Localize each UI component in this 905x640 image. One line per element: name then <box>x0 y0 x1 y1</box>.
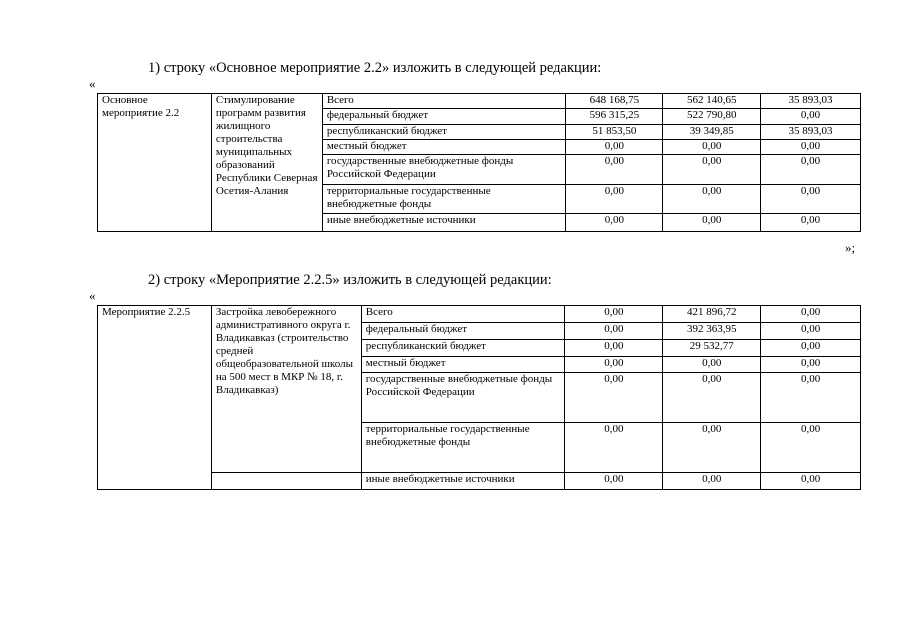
event-name-cell: Основное мероприятие 2.2 <box>98 94 212 232</box>
value-cell: 0,00 <box>565 340 663 357</box>
value-cell: 51 853,50 <box>566 125 663 140</box>
section1-close-quote: »; <box>845 240 856 255</box>
source-label: местный бюджет <box>361 357 565 373</box>
value-cell: 0,00 <box>663 373 761 423</box>
value-cell: 29 532,77 <box>663 340 761 357</box>
source-label: федеральный бюджет <box>361 323 565 340</box>
section1-table <box>97 93 861 232</box>
source-label: федеральный бюджет <box>322 109 566 125</box>
value-cell: 0,00 <box>566 140 663 155</box>
value-cell: 522 790,80 <box>663 109 761 125</box>
event-description-cell: Застройка левобережного административного округа г. Владикавказ (строительство средней общеобразовательной школы на 500 мест в МКР № 18, г. Владикавказ) <box>211 306 361 473</box>
source-label: государственные внебюджетные фонды Российской Федерации <box>322 155 566 185</box>
value-cell: 0,00 <box>761 109 861 125</box>
value-cell: 0,00 <box>761 373 861 423</box>
value-cell: 0,00 <box>663 357 761 373</box>
value-cell: 0,00 <box>565 357 663 373</box>
value-cell: 562 140,65 <box>663 94 761 109</box>
value-cell: 0,00 <box>663 155 761 185</box>
table-row <box>98 473 861 490</box>
source-label: Всего <box>322 94 566 109</box>
value-cell: 0,00 <box>761 473 861 490</box>
value-cell: 0,00 <box>761 323 861 340</box>
value-cell: 0,00 <box>761 185 861 214</box>
value-cell: 0,00 <box>761 340 861 357</box>
value-cell: 0,00 <box>761 306 861 323</box>
value-cell: 0,00 <box>663 140 761 155</box>
value-cell: 0,00 <box>565 323 663 340</box>
source-label: иные внебюджетные источники <box>322 214 566 232</box>
empty-cell <box>211 473 361 490</box>
source-label: республиканский бюджет <box>361 340 565 357</box>
value-cell: 0,00 <box>566 214 663 232</box>
value-cell: 35 893,03 <box>761 125 861 140</box>
source-label: Всего <box>361 306 565 323</box>
source-label: территориальные государственные внебюджетные фонды <box>322 185 566 214</box>
value-cell: 35 893,03 <box>761 94 861 109</box>
value-cell: 0,00 <box>565 373 663 423</box>
table-row <box>98 306 861 323</box>
source-label: государственные внебюджетные фонды Российской Федерации <box>361 373 565 423</box>
value-cell: 0,00 <box>761 214 861 232</box>
value-cell: 0,00 <box>761 155 861 185</box>
value-cell: 0,00 <box>663 423 761 473</box>
value-cell: 0,00 <box>566 185 663 214</box>
source-label: территориальные государственные внебюджетные фонды <box>361 423 565 473</box>
value-cell: 0,00 <box>761 140 861 155</box>
value-cell: 0,00 <box>761 357 861 373</box>
value-cell: 39 349,85 <box>663 125 761 140</box>
value-cell: 0,00 <box>566 155 663 185</box>
value-cell: 0,00 <box>565 473 663 490</box>
section2-table <box>97 305 861 490</box>
section2-open-quote: « <box>89 288 96 303</box>
section2-heading: 2) строку «Мероприятие 2.2.5» изложить в следующей редакции: <box>148 272 552 288</box>
source-label: республиканский бюджет <box>322 125 566 140</box>
value-cell: 392 363,95 <box>663 323 761 340</box>
value-cell: 596 315,25 <box>566 109 663 125</box>
event-description-cell: Стимулирование программ развития жилищного строительства муниципальных образований Республики Северная Осетия-Алания <box>211 94 322 232</box>
event-name-cell: Мероприятие 2.2.5 <box>98 306 212 490</box>
value-cell: 648 168,75 <box>566 94 663 109</box>
source-label: иные внебюджетные источники <box>361 473 565 490</box>
section1-open-quote: « <box>89 76 96 91</box>
value-cell: 0,00 <box>663 185 761 214</box>
value-cell: 0,00 <box>761 423 861 473</box>
value-cell: 0,00 <box>663 473 761 490</box>
section1-heading: 1) строку «Основное мероприятие 2.2» изложить в следующей редакции: <box>148 60 602 76</box>
value-cell: 0,00 <box>565 423 663 473</box>
table-row <box>98 94 861 109</box>
value-cell: 0,00 <box>565 306 663 323</box>
value-cell: 0,00 <box>663 214 761 232</box>
value-cell: 421 896,72 <box>663 306 761 323</box>
source-label: местный бюджет <box>322 140 566 155</box>
